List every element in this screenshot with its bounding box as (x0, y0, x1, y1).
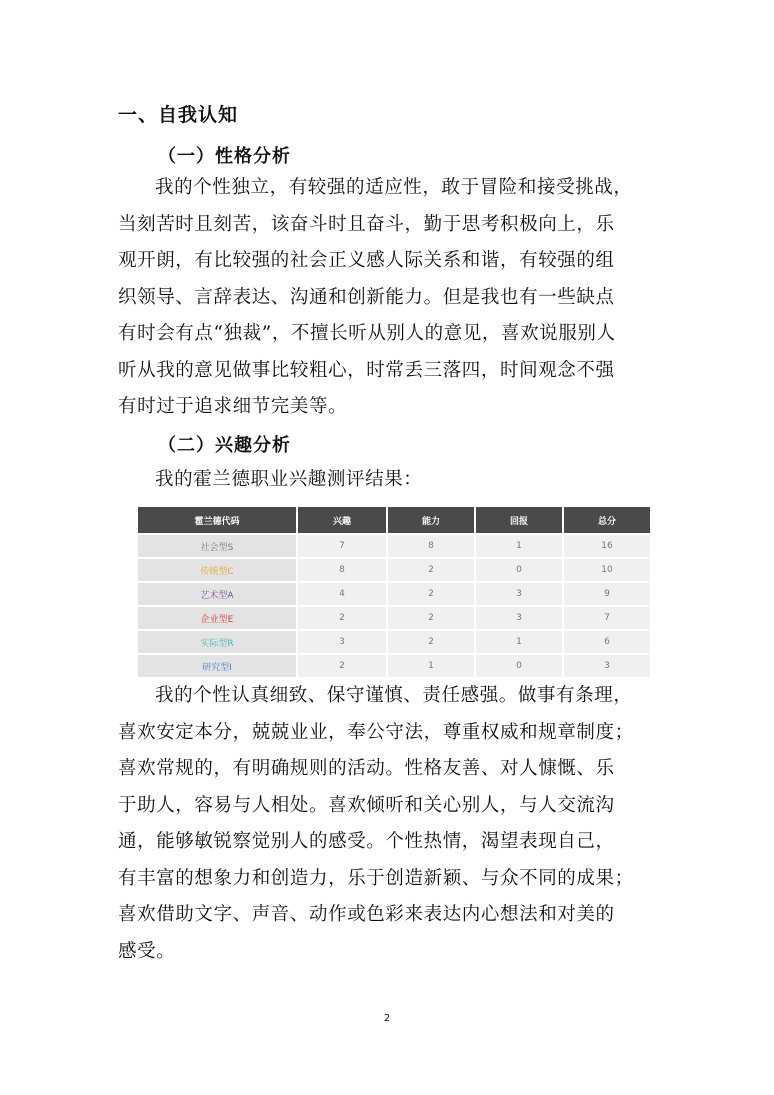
interest-cell: 2 (298, 607, 386, 629)
total-cell: 6 (564, 631, 650, 653)
paragraph-line: 我的个性独立，有较强的适应性，敢于冒险和接受挑战， (155, 177, 633, 198)
paragraph-line: 观开朗，有比较强的社会正义感人际关系和谐，有较强的组 (118, 250, 615, 271)
reward-cell: 0 (476, 655, 562, 677)
paragraph-line: 于助人，容易与人相处。喜欢倾听和关心别人，与人交流沟 (118, 794, 615, 816)
ability-cell: 2 (388, 631, 474, 653)
interest-cell: 7 (298, 535, 386, 557)
column-header-interest: 兴趣 (298, 507, 386, 533)
ability-cell: 2 (388, 607, 474, 629)
table-row (138, 535, 650, 557)
subsection-interest-title: （二）兴趣分析 (158, 435, 291, 456)
total-cell: 16 (564, 535, 650, 557)
paragraph-line: 我的个性认真细致、保守谨慎、责任感强。做事有条理， (155, 685, 633, 706)
total-cell: 3 (564, 655, 650, 677)
column-header-ability: 能力 (388, 507, 474, 533)
column-header-total: 总分 (564, 507, 650, 533)
reward-cell: 1 (476, 631, 562, 653)
paragraph-line: 有时过于追求细节完美等。 (118, 396, 348, 417)
ability-cell: 1 (388, 655, 474, 677)
personality-paragraph (118, 170, 663, 426)
holland-code-cell: 企业型E (138, 607, 296, 629)
holland-code-cell: 实际型R (138, 631, 296, 653)
total-cell: 7 (564, 607, 650, 629)
paragraph-line: 有时会有点“独裁”，不擅长听从别人的意见，喜欢说服别人 (118, 323, 616, 344)
page-number: 2 (383, 1013, 391, 1024)
paragraph-line: 喜欢常规的，有明确规则的活动。性格友善、对人慷慨、乐 (118, 758, 615, 779)
paragraph-line: 喜欢借助文字、声音、动作或色彩来表达内心想法和对美的 (118, 904, 615, 925)
ability-cell: 8 (388, 535, 474, 557)
table-row (138, 607, 650, 629)
paragraph-line: 织领导、言辞表达、沟通和创新能力。但是我也有一些缺点 (118, 286, 615, 308)
holland-code-cell: 社会型S (138, 535, 296, 557)
interest-cell: 2 (298, 655, 386, 677)
column-header-reward: 回报 (476, 507, 562, 533)
total-cell: 9 (564, 583, 650, 605)
table-row (138, 583, 650, 605)
paragraph-line: 通，能够敏锐察觉别人的感受。个性热情，渴望表现自己， (118, 831, 615, 852)
column-header-code: 霍兰德代码 (138, 507, 296, 533)
table-row (138, 559, 650, 581)
holland-results-table (136, 505, 652, 679)
total-cell: 10 (564, 559, 650, 581)
holland-code-cell: 传统型C (138, 559, 296, 581)
reward-cell: 0 (476, 559, 562, 581)
table-header-row (138, 507, 650, 533)
paragraph-line: 有丰富的想象力和创造力，乐于创造新颖、与众不同的成果； (118, 867, 634, 889)
reward-cell: 3 (476, 607, 562, 629)
subsection-personality-title: （一）性格分析 (158, 146, 291, 167)
table-row (138, 631, 650, 653)
paragraph-line: 喜欢安定本分，兢兢业业，奉公守法，尊重权威和规章制度； (118, 721, 634, 743)
interest-cell: 8 (298, 559, 386, 581)
ability-cell: 2 (388, 559, 474, 581)
interest-cell: 3 (298, 631, 386, 653)
table-row (138, 655, 650, 677)
interest-cell: 4 (298, 583, 386, 605)
reward-cell: 1 (476, 535, 562, 557)
paragraph-line: 当刻苦时且刻苦，该奋斗时且奋斗，勤于思考积极向上，乐 (118, 213, 615, 235)
interest-intro-paragraph (118, 462, 663, 499)
interest-result-paragraph (118, 678, 663, 970)
holland-code-cell: 研究型I (138, 655, 296, 677)
ability-cell: 2 (388, 583, 474, 605)
paragraph-line: 感受。 (118, 940, 176, 962)
holland-code-cell: 艺术型A (138, 583, 296, 605)
reward-cell: 3 (476, 583, 562, 605)
paragraph-line: 听从我的意见做事比较粗心，时常丢三落四，时间观念不强 (118, 359, 615, 381)
section-title: 一、自我认知 (118, 104, 239, 126)
paragraph-line: 我的霍兰德职业兴趣测评结果： (155, 469, 423, 490)
